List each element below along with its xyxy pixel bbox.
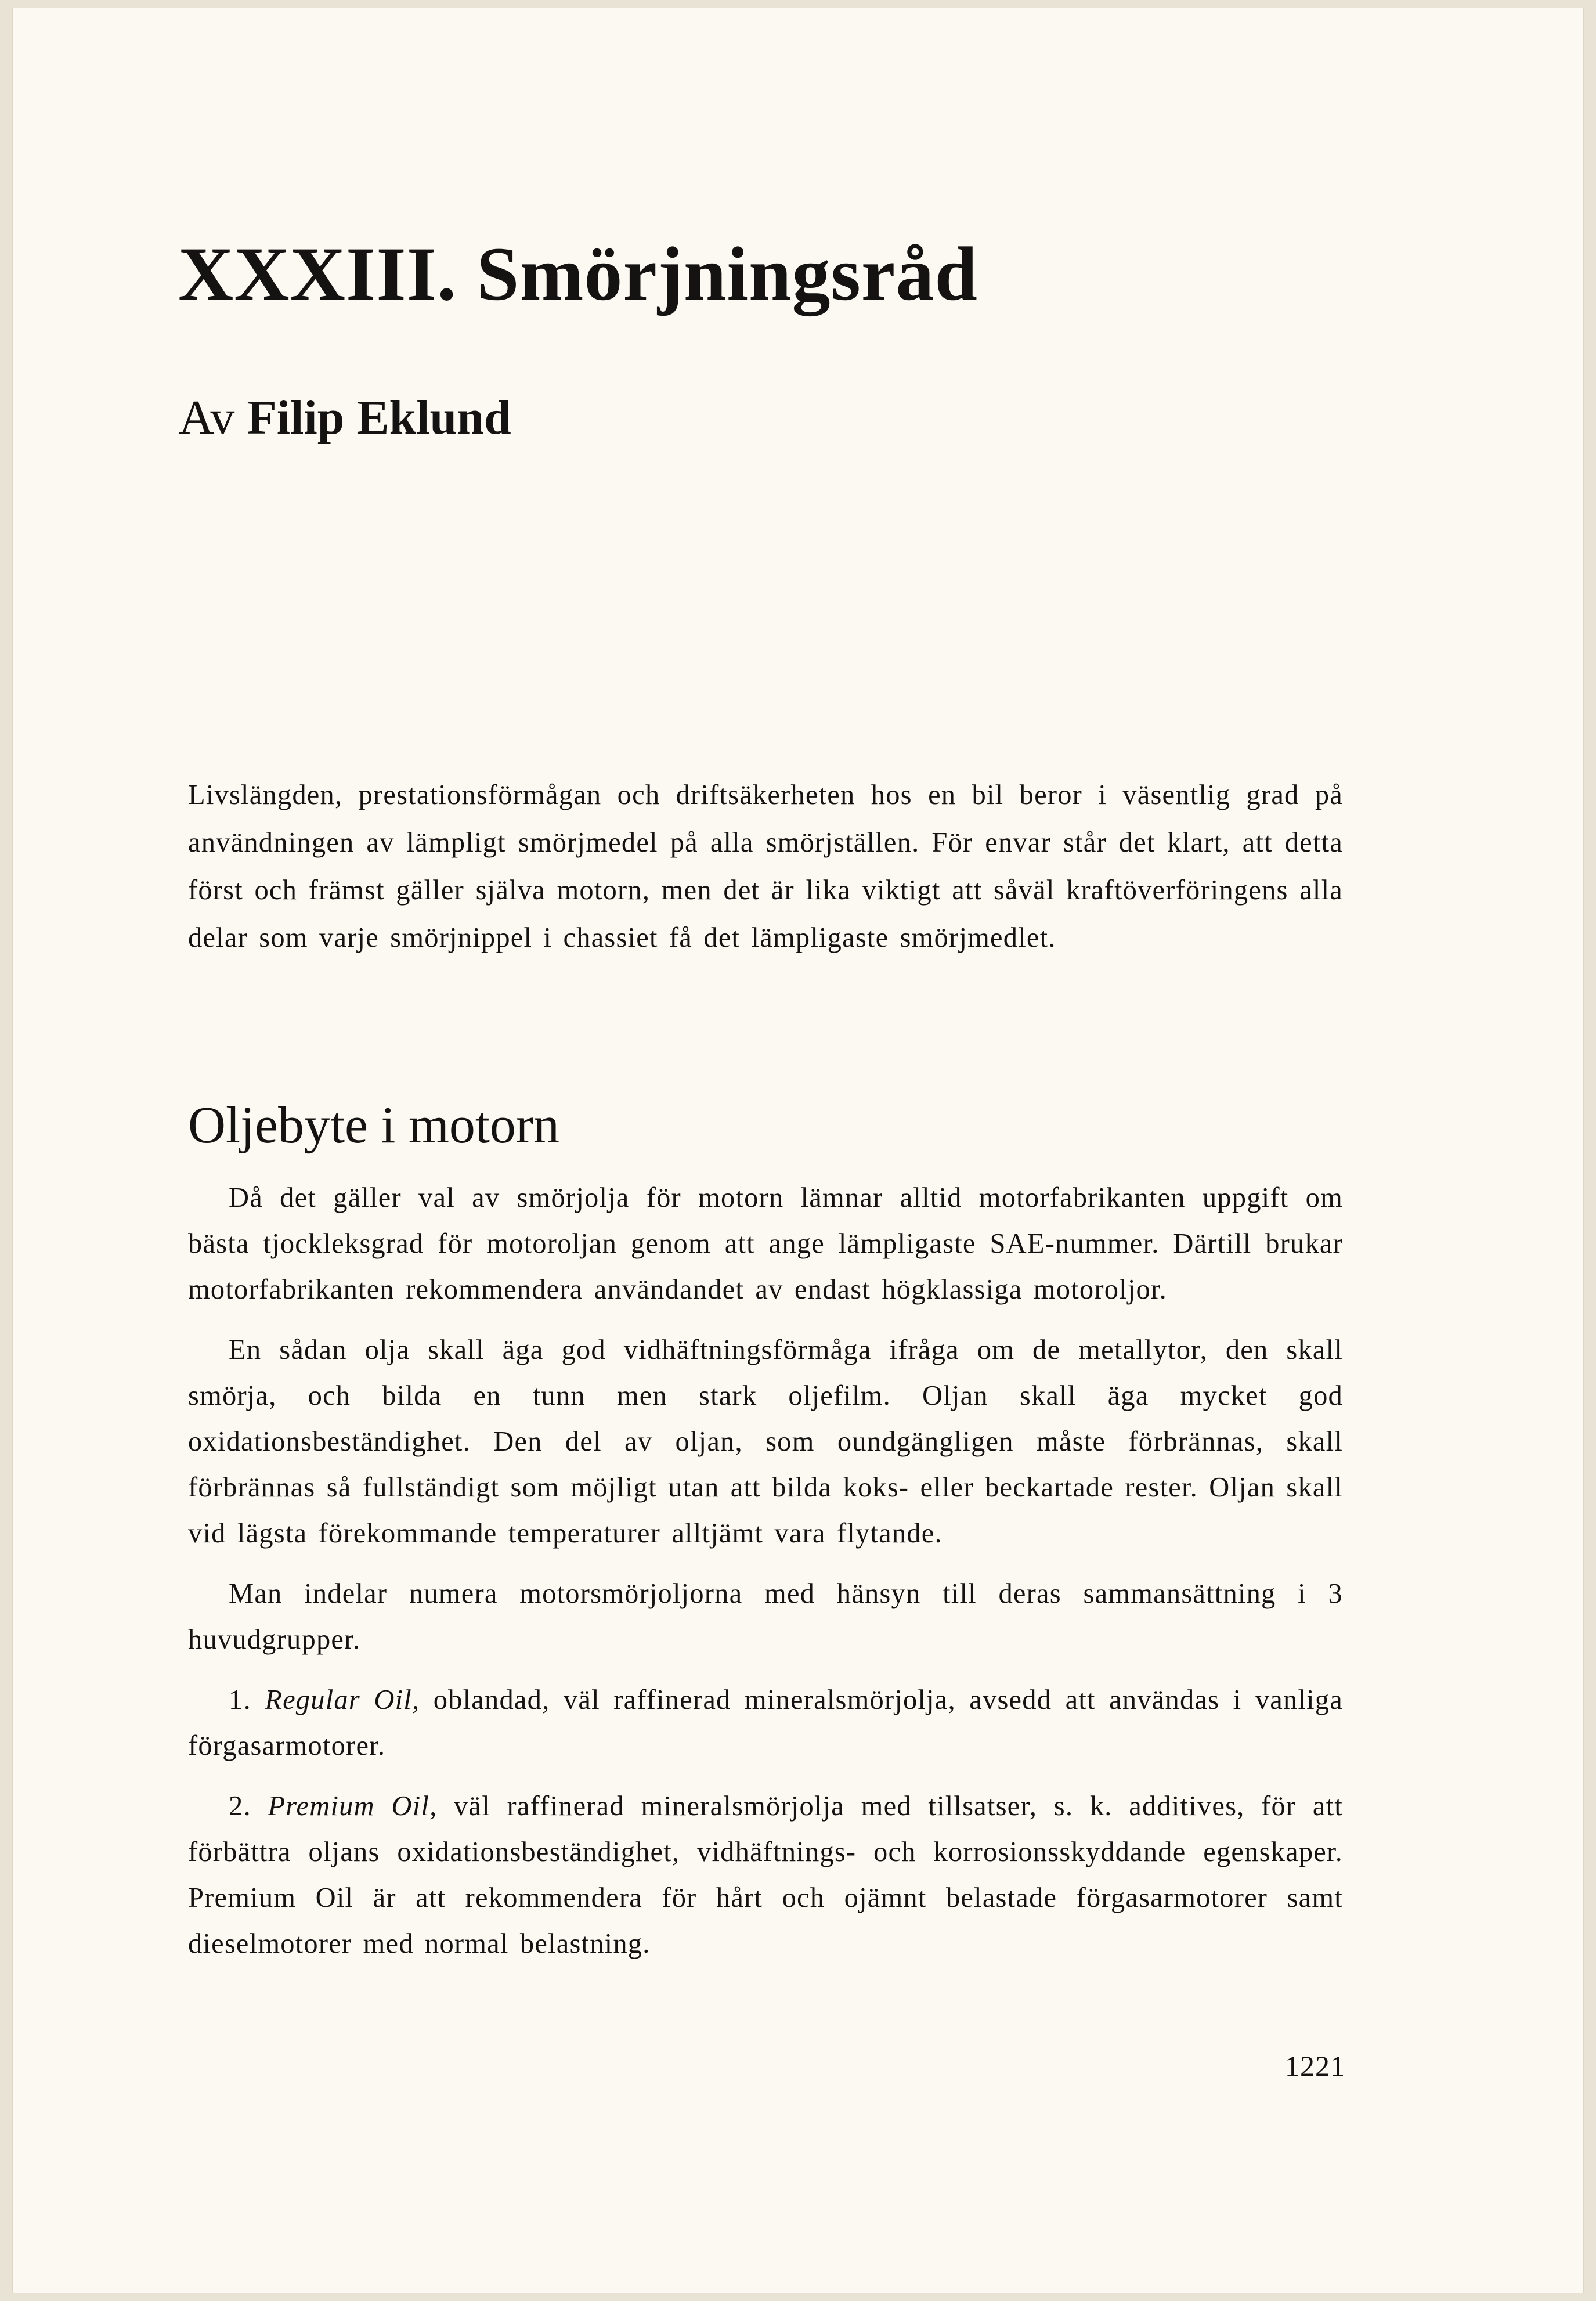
author-name: Filip Eklund — [247, 391, 511, 445]
chapter-title: XXXIII. Smörjningsråd — [178, 231, 978, 316]
page-number: 1221 — [1285, 2050, 1345, 2082]
list-item-number: 1. — [229, 1685, 251, 1715]
list-item-text: oblandad, väl raffinerad mineralsmörjolja, avsedd att användas i vanliga förgasarmotorer. — [188, 1685, 1343, 1761]
book-page — [13, 8, 1583, 2293]
list-item — [188, 1677, 1343, 1769]
section-heading: Oljebyte i motorn — [188, 1097, 559, 1154]
body-paragraph: Man indelar numera motorsmörjoljorna med hänsyn till deras sammansättning i 3 huvudgrupper. — [188, 1578, 1343, 1655]
byline — [179, 391, 511, 445]
body-paragraph: En sådan olja skall äga god vidhäftningsförmåga ifråga om de metallytor, den skall smörja, och bilda en tunn men stark oljefilm. Oljan skall äga mycket god oxidationsbeständighet. Den del av oljan, som oundgängligen måste förbrännas, skall förbrännas så fullständigt som möjligt utan att bilda koks- eller beckartade rester. Oljan skall vid lägsta förekommande temperaturer alltjämt vara flytande. — [188, 1335, 1343, 1549]
list-item-text: väl raffinerad mineralsmörjolja med tillsatser, s. k. additives, för att förbättra oljans oxidationsbeständighet, vidhäftnings- och korrosionsskyddande egenskaper. Premium Oil är att rekommendera för hårt och ojämnt belastade förgasarmotorer samt dieselmotorer med normal belastning. — [188, 1791, 1343, 1959]
body-paragraph: Då det gäller val av smörjolja för motorn lämnar alltid motorfabrikanten uppgift om bästa tjockleksgrad för motoroljan genom att ange lämpligaste SAE-nummer. Därtill brukar motorfabrikanten rekommendera användandet av endast högklassiga motoroljor. — [188, 1182, 1343, 1305]
intro-paragraph: Livslängden, prestationsförmågan och driftsäkerheten hos en bil beror i väsentlig grad på användningen av lämpligt smörjmedel på alla smörjställen. För envar står det klart, att detta först och främst gäller själva motorn, men det är lika viktigt att såväl kraftöverföringens alla delar som varje smörjnippel i chassiet få det lämpligaste smörjmedlet. — [188, 780, 1343, 953]
list-item-number: 2. — [229, 1791, 251, 1822]
section-body — [188, 1175, 1343, 1981]
list-item-name: Premium Oil, — [268, 1791, 438, 1822]
byline-prefix: Av — [179, 391, 235, 445]
list-item-name: Regular Oil, — [265, 1685, 420, 1715]
list-item — [188, 1783, 1343, 1967]
